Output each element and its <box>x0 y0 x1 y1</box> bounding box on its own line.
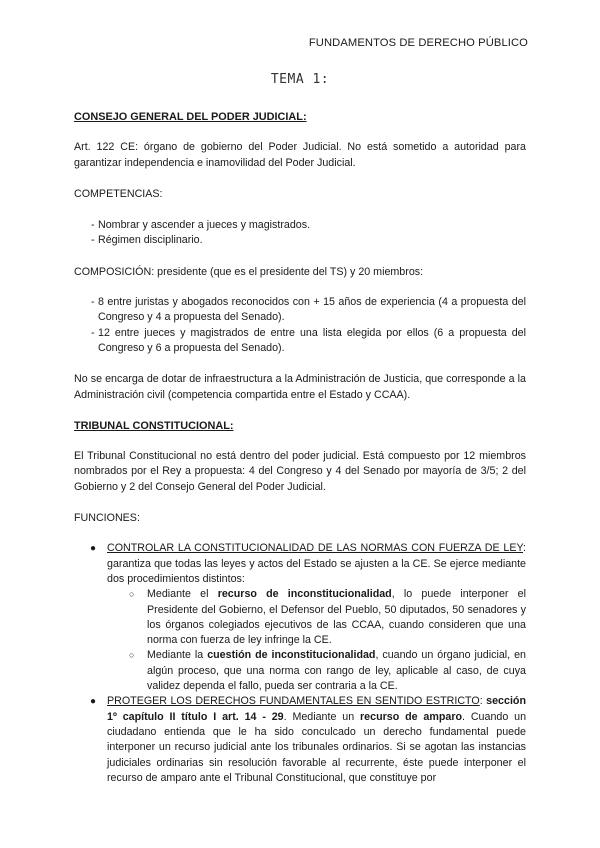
circle-bullet-icon: ○ <box>129 589 135 600</box>
list-item: ○ Mediante el recurso de inconstitucionalidad, lo puede interponer el Presidente del Gobierno, el Defensor del Pueblo, 50 diputados, 50 senadores y los órganos colegiados ejecutivos de las CCAA, cuando consideren que una norma con fuerza de ley infringe la CE. <box>129 588 526 647</box>
list-item: - 8 entre juristas y abogados reconocidos con + 15 años de experiencia (4 a propuesta del Congreso y 4 a propuesta del Senado). <box>74 295 526 326</box>
cgpj-closing: No se encarga de dotar de infraestructura a la Administración de Justicia, que corresponde a la Administración civil (competencia compartida entre el Estado y CCAA). <box>74 373 526 401</box>
competencias-label: COMPETENCIAS: <box>74 187 163 200</box>
function-text: : garantiza que todas las leyes y actos del Estado se ajusten a la CE. Se ejerce mediante dos procedimientos distintos: <box>107 542 526 585</box>
list-item: ○ Mediante la cuestión de inconstitucionalidad, cuando un órgano judicial, en algún proceso, que una norma con rango de ley, aplicable al caso, de cuya validez dependa el fallo, pueda ser contraria a la CE. <box>129 649 526 693</box>
function-title: CONTROLAR LA CONSTITUCIONALIDAD DE LAS NORMAS CON FUERZA DE LEY <box>107 542 524 555</box>
recurso-term: recurso de inconstitucionalidad <box>217 588 392 601</box>
tc-intro: El Tribunal Constitucional no está dentro del poder judicial. Está compuesto por 12 miembros nombrados por el Rey a propuesta: 4 del Congreso y 4 del Senado por mayoría de 3/5; 2 del Gobierno y 2 del Consejo General del Poder Judicial. <box>74 450 526 493</box>
cuestion-term: cuestión de inconstitucionalidad <box>207 649 376 662</box>
circle-bullet-icon: ○ <box>129 650 135 661</box>
document-body <box>74 110 526 786</box>
list-item: - 12 entre jueces y magistrados de entre una lista elegida por ellos (6 a propuesta del Congreso y 6 a propuesta del Senado). <box>74 326 526 357</box>
cgpj-heading: CONSEJO GENERAL DEL PODER JUDICIAL: <box>74 111 307 123</box>
function-title: PROTEGER LOS DERECHOS FUNDAMENTALES EN SENTIDO ESTRICTO <box>107 695 480 708</box>
amparo-term: recurso de amparo <box>360 710 463 723</box>
competencias-list <box>74 218 526 249</box>
list-item: - Régimen disciplinario. <box>74 233 526 248</box>
topic-title: TEMA 1: <box>270 72 330 87</box>
composicion-label: COMPOSICIÓN: presidente (que es el presidente del TS) y 20 miembros: <box>74 265 424 278</box>
article-reference: sección 1º capítulo II título I art. 14 - 29 <box>107 695 526 723</box>
cgpj-intro: Art. 122 CE: órgano de gobierno del Poder Judicial. No está sometido a autoridad para garantizar independencia e inamovilidad del Poder Judicial. <box>74 141 526 169</box>
list-item: ● PROTEGER LOS DERECHOS FUNDAMENTALES EN SENTIDO ESTRICTO: sección 1º capítulo II título I art. 14 - 29. Mediante un recurso de amparo. Cuando un ciudadano entienda que le ha sido conculcado un derecho fundamental puede interponer un recurso judicial ante los tribunales ordinarios. Si se agotan las instancias judiciales ordinarias sin resolución favorable al recurrente, éste puede interponer el recurso de amparo ante el Tribunal Constitucional, que constituye por <box>90 695 527 784</box>
funciones-list <box>74 541 526 786</box>
tc-heading: TRIBUNAL CONSTITUCIONAL: <box>74 419 234 432</box>
procedures-list <box>107 587 526 694</box>
bullet-icon: ● <box>90 696 97 708</box>
composicion-list <box>74 295 526 356</box>
list-item: - Nombrar y ascender a jueces y magistrados. <box>74 218 526 233</box>
list-item <box>74 541 526 694</box>
bullet-icon: ● <box>90 543 97 555</box>
document-header: FUNDAMENTOS DE DERECHO PÚBLICO <box>308 37 528 49</box>
funciones-label: FUNCIONES: <box>74 512 140 525</box>
